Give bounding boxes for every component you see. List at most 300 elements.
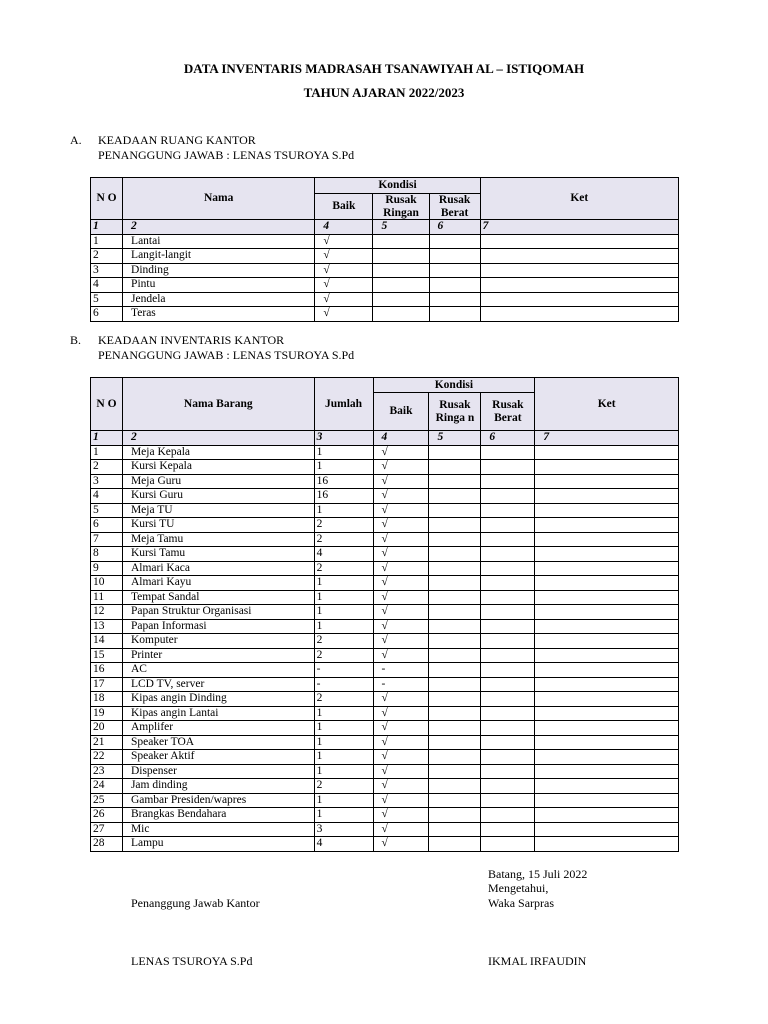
cell-ket	[535, 721, 679, 736]
cell-rusak-berat	[481, 445, 535, 460]
cell-no: 11	[91, 590, 123, 605]
cell-no: 7	[91, 532, 123, 547]
cell-no: 2	[91, 460, 123, 475]
cell-rusak-berat	[481, 677, 535, 692]
cell-jumlah: 1	[314, 706, 373, 721]
cell-rusak-berat	[481, 561, 535, 576]
cell-rusak-ringan	[429, 605, 481, 620]
cell-nama-barang: Tempat Sandal	[122, 590, 314, 605]
cell-rusak-berat	[481, 474, 535, 489]
cell-no: 9	[91, 561, 123, 576]
cell-rusak-ringan	[373, 234, 429, 249]
cell-nama-barang: Kursi Guru	[122, 489, 314, 504]
table-row	[91, 547, 679, 562]
cell-rusak-berat	[429, 249, 480, 264]
cell-ket	[535, 460, 679, 475]
cell-ket	[535, 489, 679, 504]
header-kondisi: Kondisi	[315, 178, 480, 194]
cell-jumlah: 2	[314, 532, 373, 547]
cell-no: 1	[91, 234, 123, 249]
col-number: 5	[373, 220, 429, 235]
section-a-pj: PENANGGUNG JAWAB : LENAS TSUROYA S.Pd	[98, 148, 355, 162]
cell-rusak-berat	[429, 234, 480, 249]
table-row	[91, 808, 679, 823]
cell-baik: √	[373, 576, 429, 591]
cell-baik: √	[373, 619, 429, 634]
table-row	[91, 750, 679, 765]
place-date: Batang, 15 Juli 2022	[488, 867, 588, 881]
cell-nama-barang: Kipas angin Dinding	[122, 692, 314, 707]
col-number: 5	[429, 431, 481, 446]
cell-ket	[480, 249, 678, 264]
col-number: 6	[429, 220, 480, 235]
cell-jumlah: -	[314, 663, 373, 678]
cell-no: 15	[91, 648, 123, 663]
cell-nama-barang: Jam dinding	[122, 779, 314, 794]
cell-no: 12	[91, 605, 123, 620]
cell-rusak-berat	[481, 735, 535, 750]
cell-baik: √	[373, 460, 429, 475]
table-row	[91, 561, 679, 576]
header-rusak-berat: Rusak Berat	[429, 194, 480, 220]
cell-ket	[535, 547, 679, 562]
header-kondisi: Kondisi	[373, 378, 535, 393]
header-ket: Ket	[480, 178, 678, 220]
cell-jumlah: 1	[314, 605, 373, 620]
table-row	[91, 721, 679, 736]
cell-baik: √	[373, 590, 429, 605]
table-ruang-kantor	[90, 177, 679, 322]
header-nama: Nama	[123, 178, 315, 220]
section-a-letter: A.	[70, 133, 82, 147]
cell-baik: -	[373, 677, 429, 692]
cell-no: 16	[91, 663, 123, 678]
cell-rusak-berat	[481, 532, 535, 547]
cell-ket	[535, 692, 679, 707]
table-row	[91, 677, 679, 692]
col-number: 2	[122, 431, 314, 446]
cell-rusak-ringan	[429, 808, 481, 823]
cell-ket	[480, 234, 678, 249]
cell-baik: √	[373, 532, 429, 547]
cell-rusak-ringan	[429, 518, 481, 533]
cell-baik: √	[373, 489, 429, 504]
cell-ket	[480, 292, 678, 307]
table-ruang-kantor-body	[91, 234, 679, 321]
cell-ket	[480, 263, 678, 278]
cell-baik: √	[315, 234, 373, 249]
table-row	[91, 576, 679, 591]
cell-rusak-berat	[481, 547, 535, 562]
table-row	[91, 837, 679, 852]
cell-nama-barang: Printer	[122, 648, 314, 663]
cell-nama-barang: Almari Kayu	[122, 576, 314, 591]
cell-jumlah: 1	[314, 460, 373, 475]
cell-ket	[535, 793, 679, 808]
cell-rusak-berat	[481, 822, 535, 837]
table-row	[91, 278, 679, 293]
cell-nama-barang: Kursi Tamu	[122, 547, 314, 562]
section-b-pj: PENANGGUNG JAWAB : LENAS TSUROYA S.Pd	[98, 348, 355, 362]
cell-rusak-ringan	[373, 263, 429, 278]
section-a-heading	[70, 133, 470, 165]
cell-nama-barang: Meja TU	[122, 503, 314, 518]
cell-rusak-berat	[481, 793, 535, 808]
cell-rusak-ringan	[429, 547, 481, 562]
cell-jumlah: 1	[314, 590, 373, 605]
header-rusak-ringan: Rusak Ringa n	[429, 393, 481, 431]
cell-no: 1	[91, 445, 123, 460]
cell-ket	[535, 445, 679, 460]
cell-jumlah: 1	[314, 793, 373, 808]
col-number: 6	[481, 431, 535, 446]
cell-jumlah: 3	[314, 822, 373, 837]
header-nama-barang: Nama Barang	[122, 378, 314, 431]
cell-baik: √	[373, 721, 429, 736]
cell-jumlah: 1	[314, 619, 373, 634]
left-signer-name: LENAS TSUROYA S.Pd	[131, 954, 253, 968]
cell-rusak-berat	[429, 263, 480, 278]
cell-nama-barang: Kipas angin Lantai	[122, 706, 314, 721]
cell-rusak-ringan	[429, 561, 481, 576]
cell-baik: √	[315, 307, 373, 322]
cell-ket	[535, 561, 679, 576]
cell-nama-barang: Papan Informasi	[122, 619, 314, 634]
cell-ket	[535, 634, 679, 649]
cell-rusak-ringan	[429, 460, 481, 475]
section-b-letter: B.	[70, 333, 82, 347]
cell-jumlah: 2	[314, 634, 373, 649]
cell-rusak-berat	[429, 292, 480, 307]
cell-rusak-berat	[429, 278, 480, 293]
cell-jumlah: 1	[314, 503, 373, 518]
table-row	[91, 793, 679, 808]
table-row	[91, 648, 679, 663]
cell-no: 2	[91, 249, 123, 264]
cell-nama-barang: Speaker Aktif	[122, 750, 314, 765]
cell-baik: √	[315, 249, 373, 264]
table-row	[91, 460, 679, 475]
cell-baik: √	[373, 634, 429, 649]
left-signer-role: Penanggung Jawab Kantor	[131, 896, 260, 910]
header-rusak-berat: Rusak Berat	[481, 393, 535, 431]
cell-no: 22	[91, 750, 123, 765]
cell-baik: √	[373, 648, 429, 663]
cell-rusak-berat	[481, 663, 535, 678]
cell-nama-barang: Kursi Kepala	[122, 460, 314, 475]
cell-nama: Jendela	[123, 292, 315, 307]
cell-ket	[535, 779, 679, 794]
cell-ket	[535, 764, 679, 779]
cell-rusak-ringan	[429, 721, 481, 736]
cell-rusak-berat	[481, 779, 535, 794]
cell-no: 26	[91, 808, 123, 823]
table-row	[91, 605, 679, 620]
cell-baik: √	[373, 474, 429, 489]
cell-rusak-ringan	[429, 648, 481, 663]
cell-rusak-berat	[481, 590, 535, 605]
cell-rusak-ringan	[429, 619, 481, 634]
cell-jumlah: 1	[314, 764, 373, 779]
table-row	[91, 692, 679, 707]
table-row	[91, 764, 679, 779]
header-no: N O	[91, 378, 123, 431]
cell-rusak-ringan	[429, 822, 481, 837]
cell-no: 4	[91, 489, 123, 504]
section-b-heading	[70, 333, 470, 365]
cell-ket	[535, 735, 679, 750]
cell-ket	[535, 518, 679, 533]
cell-ket	[535, 532, 679, 547]
cell-baik: √	[373, 518, 429, 533]
cell-ket	[535, 474, 679, 489]
section-a-title: KEADAAN RUANG KANTOR	[98, 133, 256, 147]
cell-rusak-ringan	[373, 307, 429, 322]
cell-rusak-ringan	[429, 445, 481, 460]
table-row	[91, 619, 679, 634]
cell-nama-barang: Meja Kepala	[122, 445, 314, 460]
cell-baik: √	[373, 445, 429, 460]
mengetahui: Mengetahui,	[488, 881, 549, 895]
col-number: 2	[123, 220, 315, 235]
cell-jumlah: 2	[314, 779, 373, 794]
cell-rusak-berat	[481, 576, 535, 591]
cell-rusak-ringan	[429, 576, 481, 591]
cell-no: 3	[91, 263, 123, 278]
col-number: 4	[373, 431, 429, 446]
cell-no: 20	[91, 721, 123, 736]
cell-rusak-ringan	[429, 750, 481, 765]
header-baik: Baik	[373, 393, 429, 431]
cell-rusak-berat	[481, 518, 535, 533]
cell-rusak-berat	[481, 503, 535, 518]
cell-baik: √	[373, 822, 429, 837]
header-rusak-ringan: Rusak Ringan	[373, 194, 429, 220]
table-inventaris-kantor-body	[91, 445, 679, 851]
cell-nama-barang: Komputer	[122, 634, 314, 649]
cell-jumlah: 1	[314, 750, 373, 765]
cell-baik: √	[373, 779, 429, 794]
cell-rusak-berat	[481, 619, 535, 634]
cell-no: 28	[91, 837, 123, 852]
cell-rusak-ringan	[429, 503, 481, 518]
cell-jumlah: 2	[314, 692, 373, 707]
cell-jumlah: 2	[314, 561, 373, 576]
cell-ket	[535, 677, 679, 692]
cell-jumlah: 4	[314, 547, 373, 562]
col-number: 1	[91, 220, 123, 235]
cell-no: 6	[91, 307, 123, 322]
cell-no: 21	[91, 735, 123, 750]
header-no: N O	[91, 178, 123, 220]
cell-rusak-berat	[481, 460, 535, 475]
table-row	[91, 590, 679, 605]
cell-baik: √	[373, 692, 429, 707]
cell-rusak-berat	[481, 489, 535, 504]
cell-nama-barang: LCD TV, server	[122, 677, 314, 692]
cell-rusak-ringan	[429, 793, 481, 808]
col-number: 7	[480, 220, 678, 235]
cell-jumlah: 1	[314, 808, 373, 823]
cell-rusak-ringan	[429, 663, 481, 678]
cell-jumlah: 16	[314, 489, 373, 504]
cell-nama-barang: Speaker TOA	[122, 735, 314, 750]
cell-rusak-ringan	[429, 532, 481, 547]
cell-rusak-berat	[481, 837, 535, 852]
cell-baik: √	[373, 503, 429, 518]
table-row	[91, 503, 679, 518]
cell-ket	[535, 750, 679, 765]
cell-jumlah: 4	[314, 837, 373, 852]
cell-rusak-ringan	[429, 590, 481, 605]
cell-no: 3	[91, 474, 123, 489]
document-subtitle: TAHUN AJARAN 2022/2023	[303, 85, 465, 100]
table-row	[91, 307, 679, 322]
cell-nama-barang: Mic	[122, 822, 314, 837]
cell-nama: Pintu	[123, 278, 315, 293]
cell-baik: √	[373, 706, 429, 721]
cell-baik: √	[315, 278, 373, 293]
cell-rusak-berat	[481, 808, 535, 823]
cell-no: 19	[91, 706, 123, 721]
cell-ket	[535, 808, 679, 823]
cell-baik: √	[373, 837, 429, 852]
cell-ket	[535, 605, 679, 620]
cell-nama-barang: Dispenser	[122, 764, 314, 779]
table-row	[91, 474, 679, 489]
cell-nama-barang: Papan Struktur Organisasi	[122, 605, 314, 620]
cell-rusak-berat	[481, 706, 535, 721]
cell-jumlah: 16	[314, 474, 373, 489]
cell-nama: Dinding	[123, 263, 315, 278]
cell-nama: Lantai	[123, 234, 315, 249]
cell-no: 8	[91, 547, 123, 562]
cell-rusak-ringan	[429, 706, 481, 721]
cell-ket	[535, 706, 679, 721]
cell-jumlah: 1	[314, 576, 373, 591]
cell-rusak-ringan	[429, 677, 481, 692]
cell-rusak-ringan	[429, 474, 481, 489]
cell-jumlah: 1	[314, 445, 373, 460]
cell-rusak-berat	[481, 721, 535, 736]
column-number-row	[91, 220, 679, 235]
table-row	[91, 518, 679, 533]
cell-ket	[535, 822, 679, 837]
cell-jumlah: 2	[314, 648, 373, 663]
table-row	[91, 706, 679, 721]
cell-jumlah: 2	[314, 518, 373, 533]
cell-jumlah: 1	[314, 721, 373, 736]
cell-baik: √	[315, 292, 373, 307]
cell-ket	[535, 576, 679, 591]
cell-baik: √	[373, 561, 429, 576]
cell-baik: -	[373, 663, 429, 678]
cell-nama-barang: AC	[122, 663, 314, 678]
cell-no: 17	[91, 677, 123, 692]
cell-no: 5	[91, 292, 123, 307]
cell-baik: √	[373, 735, 429, 750]
table-row	[91, 263, 679, 278]
cell-no: 10	[91, 576, 123, 591]
cell-no: 4	[91, 278, 123, 293]
cell-ket	[480, 307, 678, 322]
cell-no: 13	[91, 619, 123, 634]
table-inventaris-kantor	[90, 377, 679, 852]
table-row	[91, 489, 679, 504]
col-number: 1	[91, 431, 123, 446]
cell-ket	[535, 648, 679, 663]
cell-no: 18	[91, 692, 123, 707]
cell-nama: Teras	[123, 307, 315, 322]
cell-ket	[535, 663, 679, 678]
right-signer-name: IKMAL IRFAUDIN	[488, 954, 587, 968]
cell-ket	[535, 619, 679, 634]
cell-no: 6	[91, 518, 123, 533]
table-row	[91, 779, 679, 794]
table-row	[91, 292, 679, 307]
table-row	[91, 634, 679, 649]
cell-nama-barang: Gambar Presiden/wapres	[122, 793, 314, 808]
cell-rusak-berat	[481, 648, 535, 663]
cell-no: 25	[91, 793, 123, 808]
cell-nama-barang: Meja Tamu	[122, 532, 314, 547]
cell-rusak-ringan	[429, 779, 481, 794]
cell-baik: √	[315, 263, 373, 278]
cell-rusak-ringan	[373, 292, 429, 307]
cell-jumlah: -	[314, 677, 373, 692]
cell-ket	[535, 503, 679, 518]
cell-jumlah: 1	[314, 735, 373, 750]
cell-baik: √	[373, 764, 429, 779]
table-row	[91, 822, 679, 837]
header-jumlah: Jumlah	[314, 378, 373, 431]
cell-rusak-berat	[481, 764, 535, 779]
table-row	[91, 735, 679, 750]
cell-nama-barang: Meja Guru	[122, 474, 314, 489]
cell-ket	[535, 590, 679, 605]
col-number: 4	[315, 220, 373, 235]
table-row	[91, 249, 679, 264]
cell-baik: √	[373, 808, 429, 823]
cell-no: 27	[91, 822, 123, 837]
cell-rusak-ringan	[429, 692, 481, 707]
cell-rusak-ringan	[429, 837, 481, 852]
cell-nama-barang: Kursi TU	[122, 518, 314, 533]
header-baik: Baik	[315, 194, 373, 220]
cell-rusak-ringan	[429, 634, 481, 649]
cell-baik: √	[373, 750, 429, 765]
cell-rusak-berat	[481, 750, 535, 765]
cell-baik: √	[373, 793, 429, 808]
cell-ket	[535, 837, 679, 852]
cell-rusak-berat	[481, 605, 535, 620]
cell-baik: √	[373, 547, 429, 562]
cell-nama-barang: Almari Kaca	[122, 561, 314, 576]
header-ket: Ket	[535, 378, 679, 431]
cell-rusak-berat	[481, 692, 535, 707]
table-row	[91, 532, 679, 547]
cell-rusak-ringan	[373, 278, 429, 293]
cell-nama-barang: Lampu	[122, 837, 314, 852]
cell-no: 14	[91, 634, 123, 649]
table-row	[91, 445, 679, 460]
cell-no: 24	[91, 779, 123, 794]
cell-nama-barang: Brangkas Bendahara	[122, 808, 314, 823]
cell-nama: Langit-langit	[123, 249, 315, 264]
cell-baik: √	[373, 605, 429, 620]
cell-no: 5	[91, 503, 123, 518]
column-number-row	[91, 431, 679, 446]
